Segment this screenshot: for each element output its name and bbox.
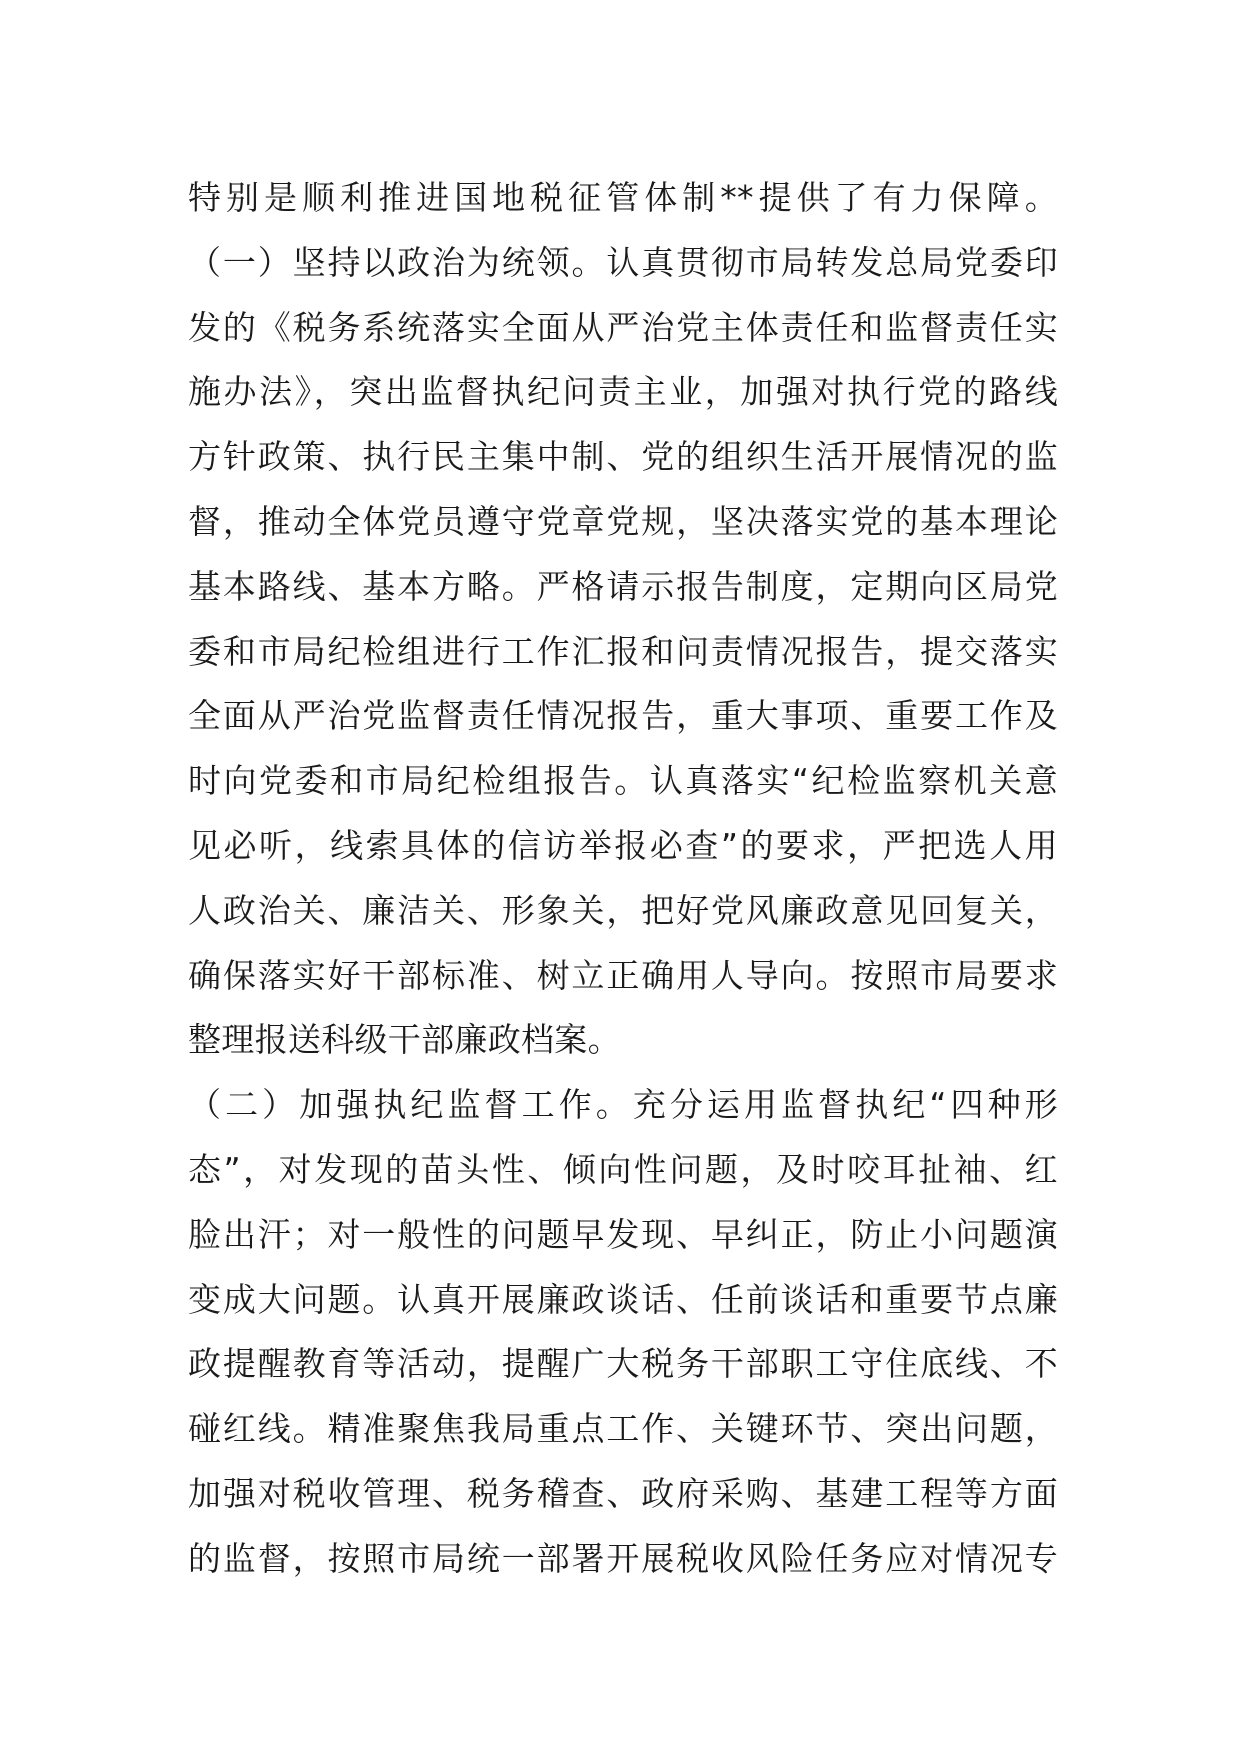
document-page bbox=[188, 166, 1058, 1592]
text-line: 整理报送科级干部廉政档案。 bbox=[188, 1020, 621, 1060]
text-line: （一）坚持以政治为统领。认真贯彻市局转发总局党委印 bbox=[188, 242, 1058, 282]
text-line: 见必听，线索具体的信访举报必查”的要求，严把选人用 bbox=[188, 825, 1058, 865]
text-line: 特别是顺利推进国地税征管体制**提供了有力保障。 bbox=[188, 178, 1058, 217]
text-line: 全面从严治党监督责任情况报告，重大事项、重要工作及 bbox=[188, 696, 1058, 736]
text-line: 方针政策、执行民主集中制、党的组织生活开展情况的监 bbox=[188, 437, 1058, 477]
text-line: 碰红线。精准聚焦我局重点工作、关键环节、突出问题， bbox=[188, 1409, 1058, 1449]
text-line: 变成大问题。认真开展廉政谈话、任前谈话和重要节点廉 bbox=[188, 1279, 1058, 1319]
text-line: 脸出汗；对一般性的问题早发现、早纠正，防止小问题演 bbox=[188, 1214, 1058, 1254]
text-line: 加强对税收管理、税务稽查、政府采购、基建工程等方面 bbox=[188, 1473, 1058, 1513]
text-line: 时向党委和市局纪检组报告。认真落实“纪检监察机关意 bbox=[188, 761, 1058, 801]
text-line: 发的《税务系统落实全面从严治党主体责任和监督责任实 bbox=[188, 307, 1058, 347]
text-line: 的监督，按照市局统一部署开展税收风险任务应对情况专 bbox=[188, 1538, 1058, 1578]
text-line: 确保落实好干部标准、树立正确用人导向。按照市局要求 bbox=[188, 955, 1058, 995]
text-line: （二）加强执纪监督工作。充分运用监督执纪“四种形 bbox=[188, 1085, 1058, 1125]
text-line: 委和市局纪检组进行工作汇报和问责情况报告，提交落实 bbox=[188, 631, 1058, 671]
text-line: 督，推动全体党员遵守党章党规，坚决落实党的基本理论 bbox=[188, 501, 1058, 541]
text-line: 政提醒教育等活动，提醒广大税务干部职工守住底线、不 bbox=[188, 1344, 1058, 1384]
text-line: 人政治关、廉洁关、形象关，把好党风廉政意见回复关， bbox=[188, 890, 1058, 930]
text-line: 基本路线、基本方略。严格请示报告制度，定期向区局党 bbox=[188, 566, 1058, 606]
text-line: 施办法》，突出监督执纪问责主业，加强对执行党的路线 bbox=[188, 372, 1058, 412]
text-line: 态”，对发现的苗头性、倾向性问题，及时咬耳扯袖、红 bbox=[188, 1149, 1058, 1189]
